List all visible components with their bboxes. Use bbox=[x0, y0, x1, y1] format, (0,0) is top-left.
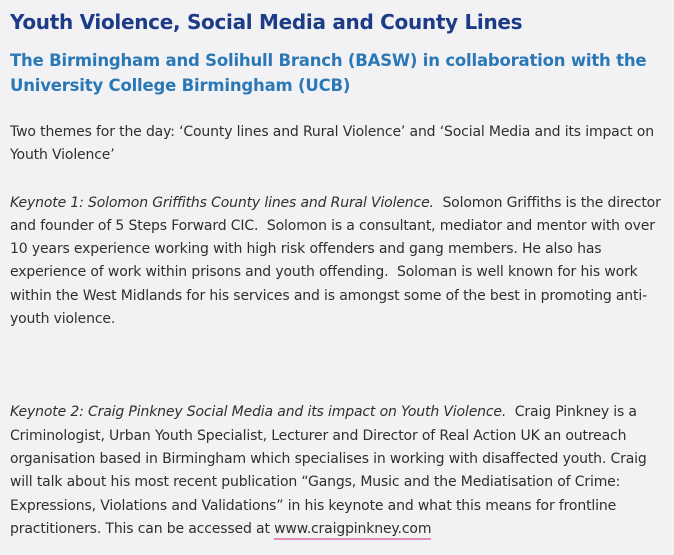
keynote-2-text: Craig Pinkney is a Criminologist, Urban Youth Specialist, Lecturer and Director of Real Action UK an outreach organisation based in Birmingham which specialises in working with disaffected youth. Craig will talk about his most recent publication “Gangs, Music and the Mediatisation of Crime: Expressions, Violations and Validations” in his keynote and what this means for frontline practitioners. This can be accessed at bbox=[10, 404, 651, 537]
page-title: Youth Violence, Social Media and County Lines bbox=[10, 10, 523, 34]
themes-paragraph: Two themes for the day: ‘County lines and Rural Violence’ and ‘Social Media and its impact on Youth Violence’ bbox=[10, 124, 654, 164]
keynote-2-label: Keynote 2: Craig Pinkney Social Media and its impact on Youth Violence. bbox=[10, 404, 507, 421]
keynote-1-text: Solomon Griffiths is the director and founder of 5 Steps Forward CIC. Solomon is a consultant, mediator and mentor with over 10 years experience working with high risk offenders and gang members. He also has experience of work within prisons and youth offending. Soloman is well known for his work within the West Midlands for his services and is amongst some of the best in promoting anti-youth violence. bbox=[10, 194, 665, 328]
keynote-1-label: Keynote 1: Solomon Griffiths County lines and Rural Violence. bbox=[10, 194, 434, 211]
page-subtitle: The Birmingham and Solihull Branch (BASW) in collaboration with the University College Birmingham (UCB) bbox=[10, 51, 647, 95]
craigpinkney-link[interactable]: www.craigpinkney.com bbox=[274, 521, 431, 540]
keynote-1-paragraph bbox=[10, 192, 664, 332]
keynote-2-paragraph bbox=[10, 401, 664, 541]
